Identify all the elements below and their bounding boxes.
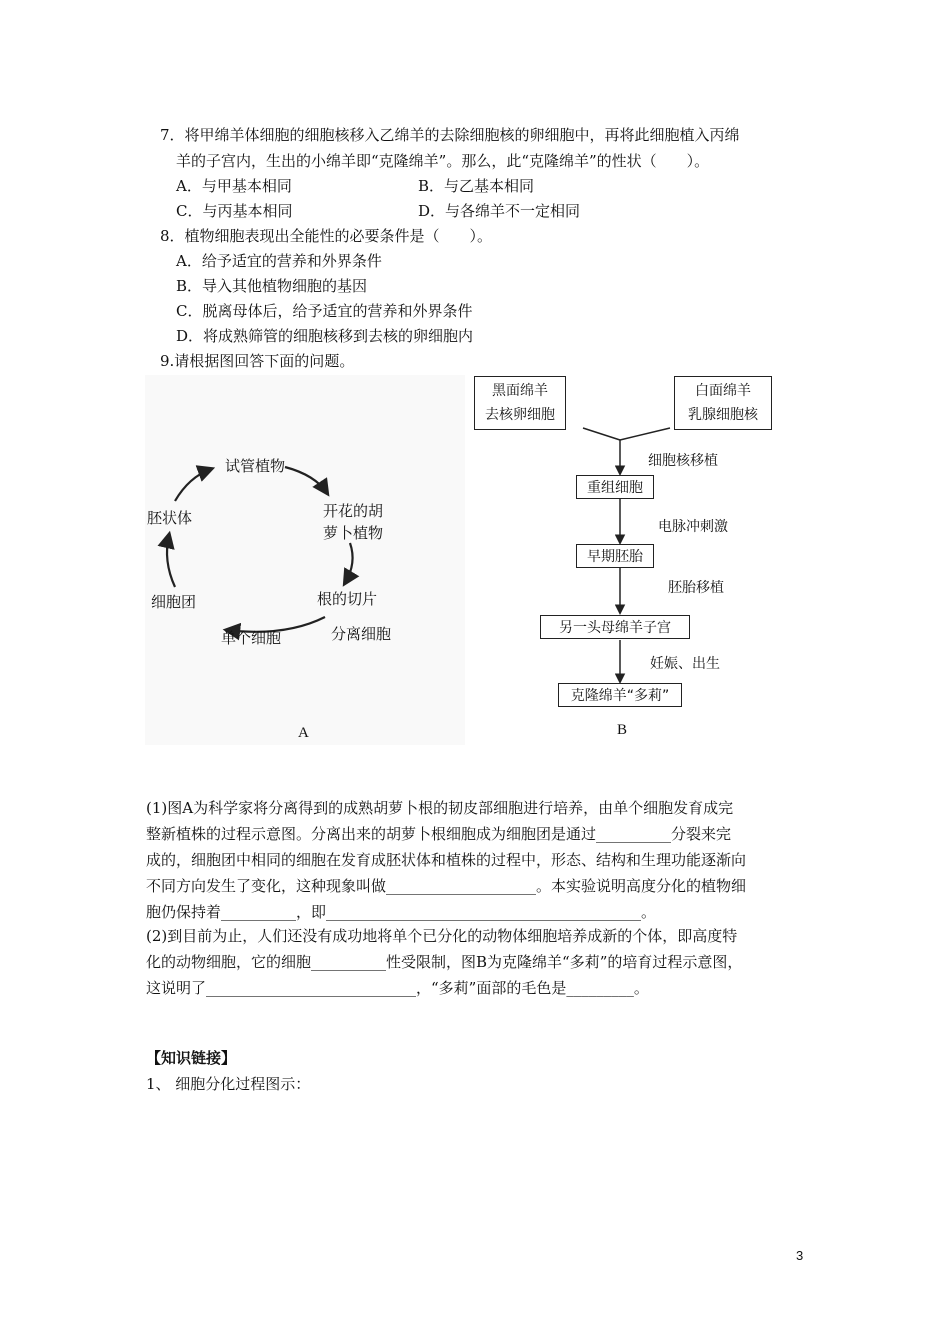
q7-option-c: C．与丙基本相同	[176, 202, 293, 220]
merge-line-right	[620, 428, 670, 440]
part2-line2: 化的动物细胞，它的细胞__________性受限制，图B为克隆绵羊“多莉”的培育过程示意图，	[146, 953, 743, 971]
node-flowering-carrot-2: 萝卜植物	[323, 524, 384, 542]
knowledge-item-1: 1、 细胞分化过程图示：	[146, 1075, 311, 1093]
label-separate-cells: 分离细胞	[331, 625, 392, 643]
figure-a-cycle-arrows	[145, 375, 465, 745]
figure-a-caption: A	[298, 725, 309, 741]
step-electric-pulse: 电脉冲刺激	[658, 519, 728, 535]
step-nuclear-transfer: 细胞核移植	[648, 453, 718, 469]
arrow-a2	[345, 543, 353, 583]
step-pregnancy-birth: 妊娠、出生	[650, 656, 720, 672]
knowledge-heading: 【知识链接】	[146, 1049, 237, 1067]
figure-b	[466, 370, 796, 745]
node-single-cell: 单个细胞	[221, 629, 282, 647]
node-cell-mass: 细胞团	[151, 593, 197, 611]
box-black-face-egg	[474, 376, 566, 430]
q7-option-b: B．与乙基本相同	[418, 177, 535, 195]
q8-option-a: A．给予适宜的营养和外界条件	[176, 252, 382, 270]
q8-option-d: D．将成熟筛管的细胞核移到去核的卵细胞内	[176, 327, 474, 345]
arrow-a4	[167, 535, 175, 587]
arrow-a1	[285, 467, 327, 493]
figure-b-caption: B	[617, 722, 628, 738]
q7-line1: 7．将甲绵羊体细胞的细胞核移入乙绵羊的去除细胞核的卵细胞中，再将此细胞植入丙绵	[160, 126, 740, 144]
q9-line1: 9.请根据图回答下面的问题。	[160, 352, 355, 370]
node-test-tube-plant: 试管植物	[225, 457, 286, 475]
part1-line1: (1)图A为科学家将分离得到的成熟胡萝卜根的韧皮部细胞进行培养，由单个细胞发育成完	[146, 799, 734, 817]
step-embryo-transfer: 胚胎移植	[668, 580, 724, 596]
box-early-embryo: 早期胚胎	[576, 544, 654, 568]
box-cloned-sheep-dolly: 克隆绵羊“多莉”	[558, 683, 682, 707]
box-black-face-line1: 黑面绵羊	[492, 383, 548, 399]
part1-line5: 胞仍保持着__________，即__________________________________________。	[146, 903, 657, 921]
node-flowering-carrot-1: 开花的胡	[323, 502, 384, 520]
q7-line2: 羊的子宫内，生出的小绵羊即“克隆绵羊”。那么，此“克隆绵羊”的性状（ ）。	[176, 152, 710, 170]
page-number: 3	[796, 1248, 804, 1263]
q8-line1: 8．植物细胞表现出全能性的必要条件是（ ）。	[160, 227, 493, 245]
q7-option-d: D．与各绵羊不一定相同	[418, 202, 581, 220]
part2-line3: 这说明了____________________________，“多莉”面部的毛色是_________。	[146, 979, 649, 997]
q8-option-c: C．脱离母体后，给予适宜的营养和外界条件	[176, 302, 473, 320]
box-surrogate-uterus: 另一头母绵羊子宫	[540, 615, 690, 639]
arrow-a5	[175, 469, 211, 501]
merge-line-left	[583, 428, 620, 440]
part1-line4: 不同方向发生了变化，这种现象叫做____________________。本实验说明高度分化的植物细	[146, 877, 747, 895]
figure-a	[145, 375, 465, 745]
box-black-face-line2: 去核卵细胞	[485, 407, 555, 423]
part1-line2: 整新植株的过程示意图。分离出来的胡萝卜根细胞成为细胞团是通过__________分裂来完	[146, 825, 732, 843]
part2-line1: (2)到目前为止，人们还没有成功地将单个已分化的动物体细胞培养成新的个体，即高度特	[146, 927, 738, 945]
node-root-slice: 根的切片	[317, 590, 378, 608]
q7-option-a: A．与甲基本相同	[176, 177, 292, 195]
node-embryoid: 胚状体	[147, 509, 193, 527]
q8-option-b: B．导入其他植物细胞的基因	[176, 277, 368, 295]
box-white-face-nucleus	[674, 376, 772, 430]
box-recombined-cell: 重组细胞	[576, 475, 654, 499]
box-white-face-line1: 白面绵羊	[695, 383, 751, 399]
part1-line3: 成的，细胞团中相同的细胞在发育成胚状体和植株的过程中，形态、结构和生理功能逐渐向	[146, 851, 747, 869]
box-white-face-line2: 乳腺细胞核	[688, 407, 758, 423]
